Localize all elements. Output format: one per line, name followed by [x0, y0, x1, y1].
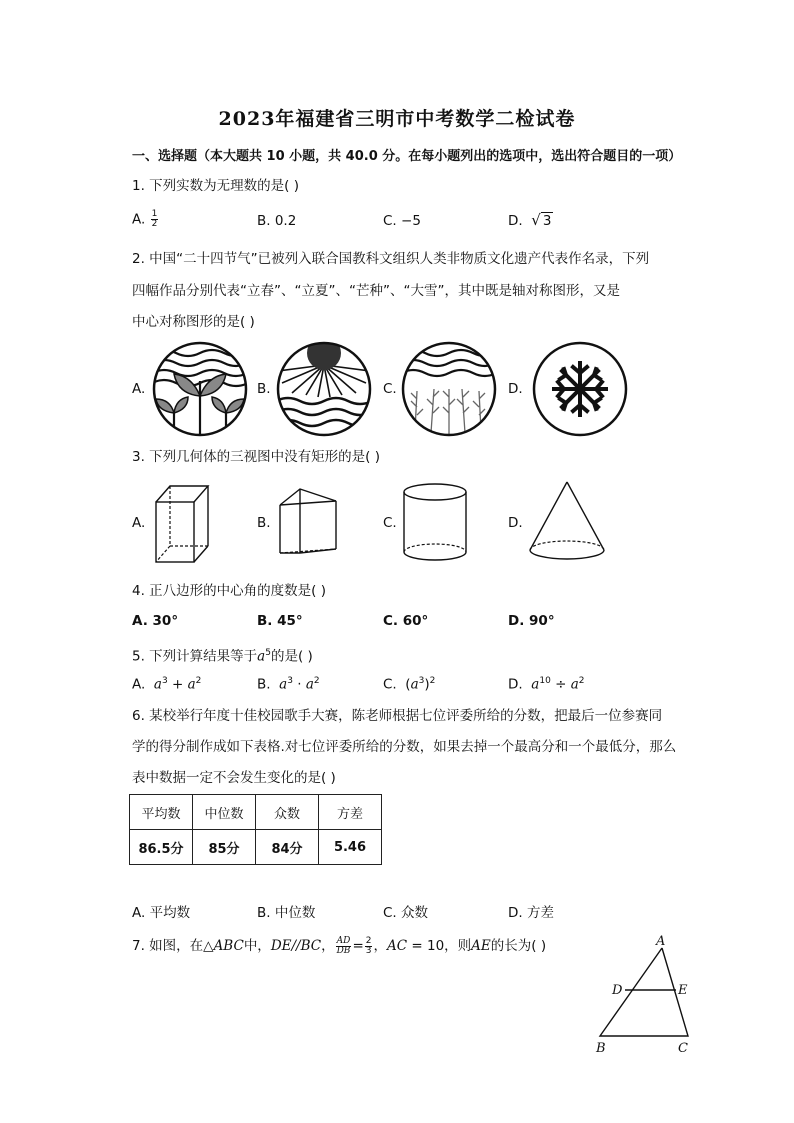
q2-option-a-label: A.	[132, 381, 146, 397]
q1-option-a: A. $\frac{1}{2}$	[132, 209, 158, 229]
vertex-label-d: D	[612, 983, 623, 998]
vertex-label-b: B	[596, 1041, 606, 1056]
q5-option-c: C. $(a^3)^2$	[383, 676, 436, 693]
table-header-row	[130, 795, 382, 830]
q6-option-c: C. 众数	[383, 905, 429, 921]
q6-option-a: A. 平均数	[132, 905, 191, 921]
grain-in-ear-icon	[401, 341, 497, 437]
page-title: 2023年福建省三明市中考数学二检试卷	[218, 108, 576, 130]
vertex-label-c: C	[678, 1041, 688, 1056]
question-6-line-3: 表中数据一定不会发生变化的是( )	[132, 770, 336, 786]
q2-option-d-label: D.	[508, 381, 523, 397]
score-stats-table	[129, 794, 382, 865]
sqrt-icon: √	[531, 211, 541, 229]
triangular-prism-figure	[276, 485, 342, 557]
q5-option-b: B. $a^3 \cdot a^2$	[257, 676, 320, 693]
q3-option-a-label: A.	[132, 515, 146, 531]
question-2-line-3: 中心对称图形的是( )	[132, 314, 255, 330]
q4-option-b: B. 45°	[257, 613, 303, 629]
table-header-cell: 中位数	[193, 795, 256, 830]
table-cell: 86.5分	[130, 830, 193, 865]
question-4-stem: 4. 正八边形的中心角的度数是( )	[132, 583, 326, 599]
q3-option-c-label: C.	[383, 515, 397, 531]
q4-option-d: D. 90°	[508, 613, 555, 629]
q5-option-d: D. $a^{10} \div a^2$	[508, 676, 585, 693]
fraction: $\frac{1}{2}$	[151, 209, 158, 229]
section-heading: 一、选择题（本大题共 10 小题，共 40.0 分。在每小题列出的选项中，选出符合题目的一项）	[132, 149, 682, 164]
q3-option-b-label: B.	[257, 515, 271, 531]
table-cell: 84分	[256, 830, 319, 865]
table-header-cell: 众数	[256, 795, 319, 830]
q5-option-a: A. $a^3 + a^2$	[132, 676, 202, 693]
question-2-line-1: 2. 中国“二十四节气”已被列入联合国教科文组织人类非物质文化遗产代表作名录，下列	[132, 251, 650, 267]
table-row	[130, 830, 382, 865]
q6-option-b: B. 中位数	[257, 905, 316, 921]
table-cell: 85分	[193, 830, 256, 865]
snowflake-icon	[532, 341, 628, 437]
q4-option-c: C. 60°	[383, 613, 429, 629]
table-cell: 5.46	[319, 830, 382, 865]
question-6-line-1: 6. 某校举行年度十佳校园歌手大赛，陈老师根据七位评委所给的分数，把最后一位参赛同	[132, 708, 663, 724]
question-2-line-2: 四幅作品分别代表“立春”、“立夏”、“芒种”、“大雪”，其中既是轴对称图形，又是	[132, 283, 620, 299]
q4-option-a: A. 30°	[132, 613, 179, 629]
q2-option-b-label: B.	[257, 381, 271, 397]
vertex-label-e: E	[678, 983, 688, 998]
question-6-line-2: 学的得分制作成如下表格.对七位评委所给的分数，如果去掉一个最高分和一个最低分，那么	[132, 739, 677, 755]
cone-figure	[526, 478, 608, 570]
q1-option-d: D. √ 3	[508, 211, 552, 229]
question-5-stem: 5. 下列计算结果等于$a^5$的是( )	[132, 648, 313, 665]
triangle-figure	[588, 930, 698, 1056]
question-7-stem: 7. 如图，在△ABC中，DE//BC， $\frac{AD}{DB}$ = $\frac{2}{3}$ ，AC = 10，则AE的长为( )	[132, 935, 547, 956]
vertex-label-a: A	[656, 934, 666, 949]
q6-option-d: D. 方差	[508, 905, 554, 921]
question-1-stem: 1. 下列实数为无理数的是( )	[132, 178, 299, 194]
q2-option-c-label: C.	[383, 381, 397, 397]
spring-sprout-icon	[152, 341, 248, 437]
rectangular-prism-figure	[150, 480, 214, 566]
table-header-cell: 方差	[319, 795, 382, 830]
table-header-cell: 平均数	[130, 795, 193, 830]
cylinder-figure	[400, 480, 470, 568]
q1-option-c: C. −5	[383, 213, 421, 229]
q1-option-b: B. 0.2	[257, 213, 297, 229]
question-3-stem: 3. 下列几何体的三视图中没有矩形的是( )	[132, 449, 380, 465]
summer-sun-icon	[276, 341, 372, 437]
q3-option-d-label: D.	[508, 515, 523, 531]
